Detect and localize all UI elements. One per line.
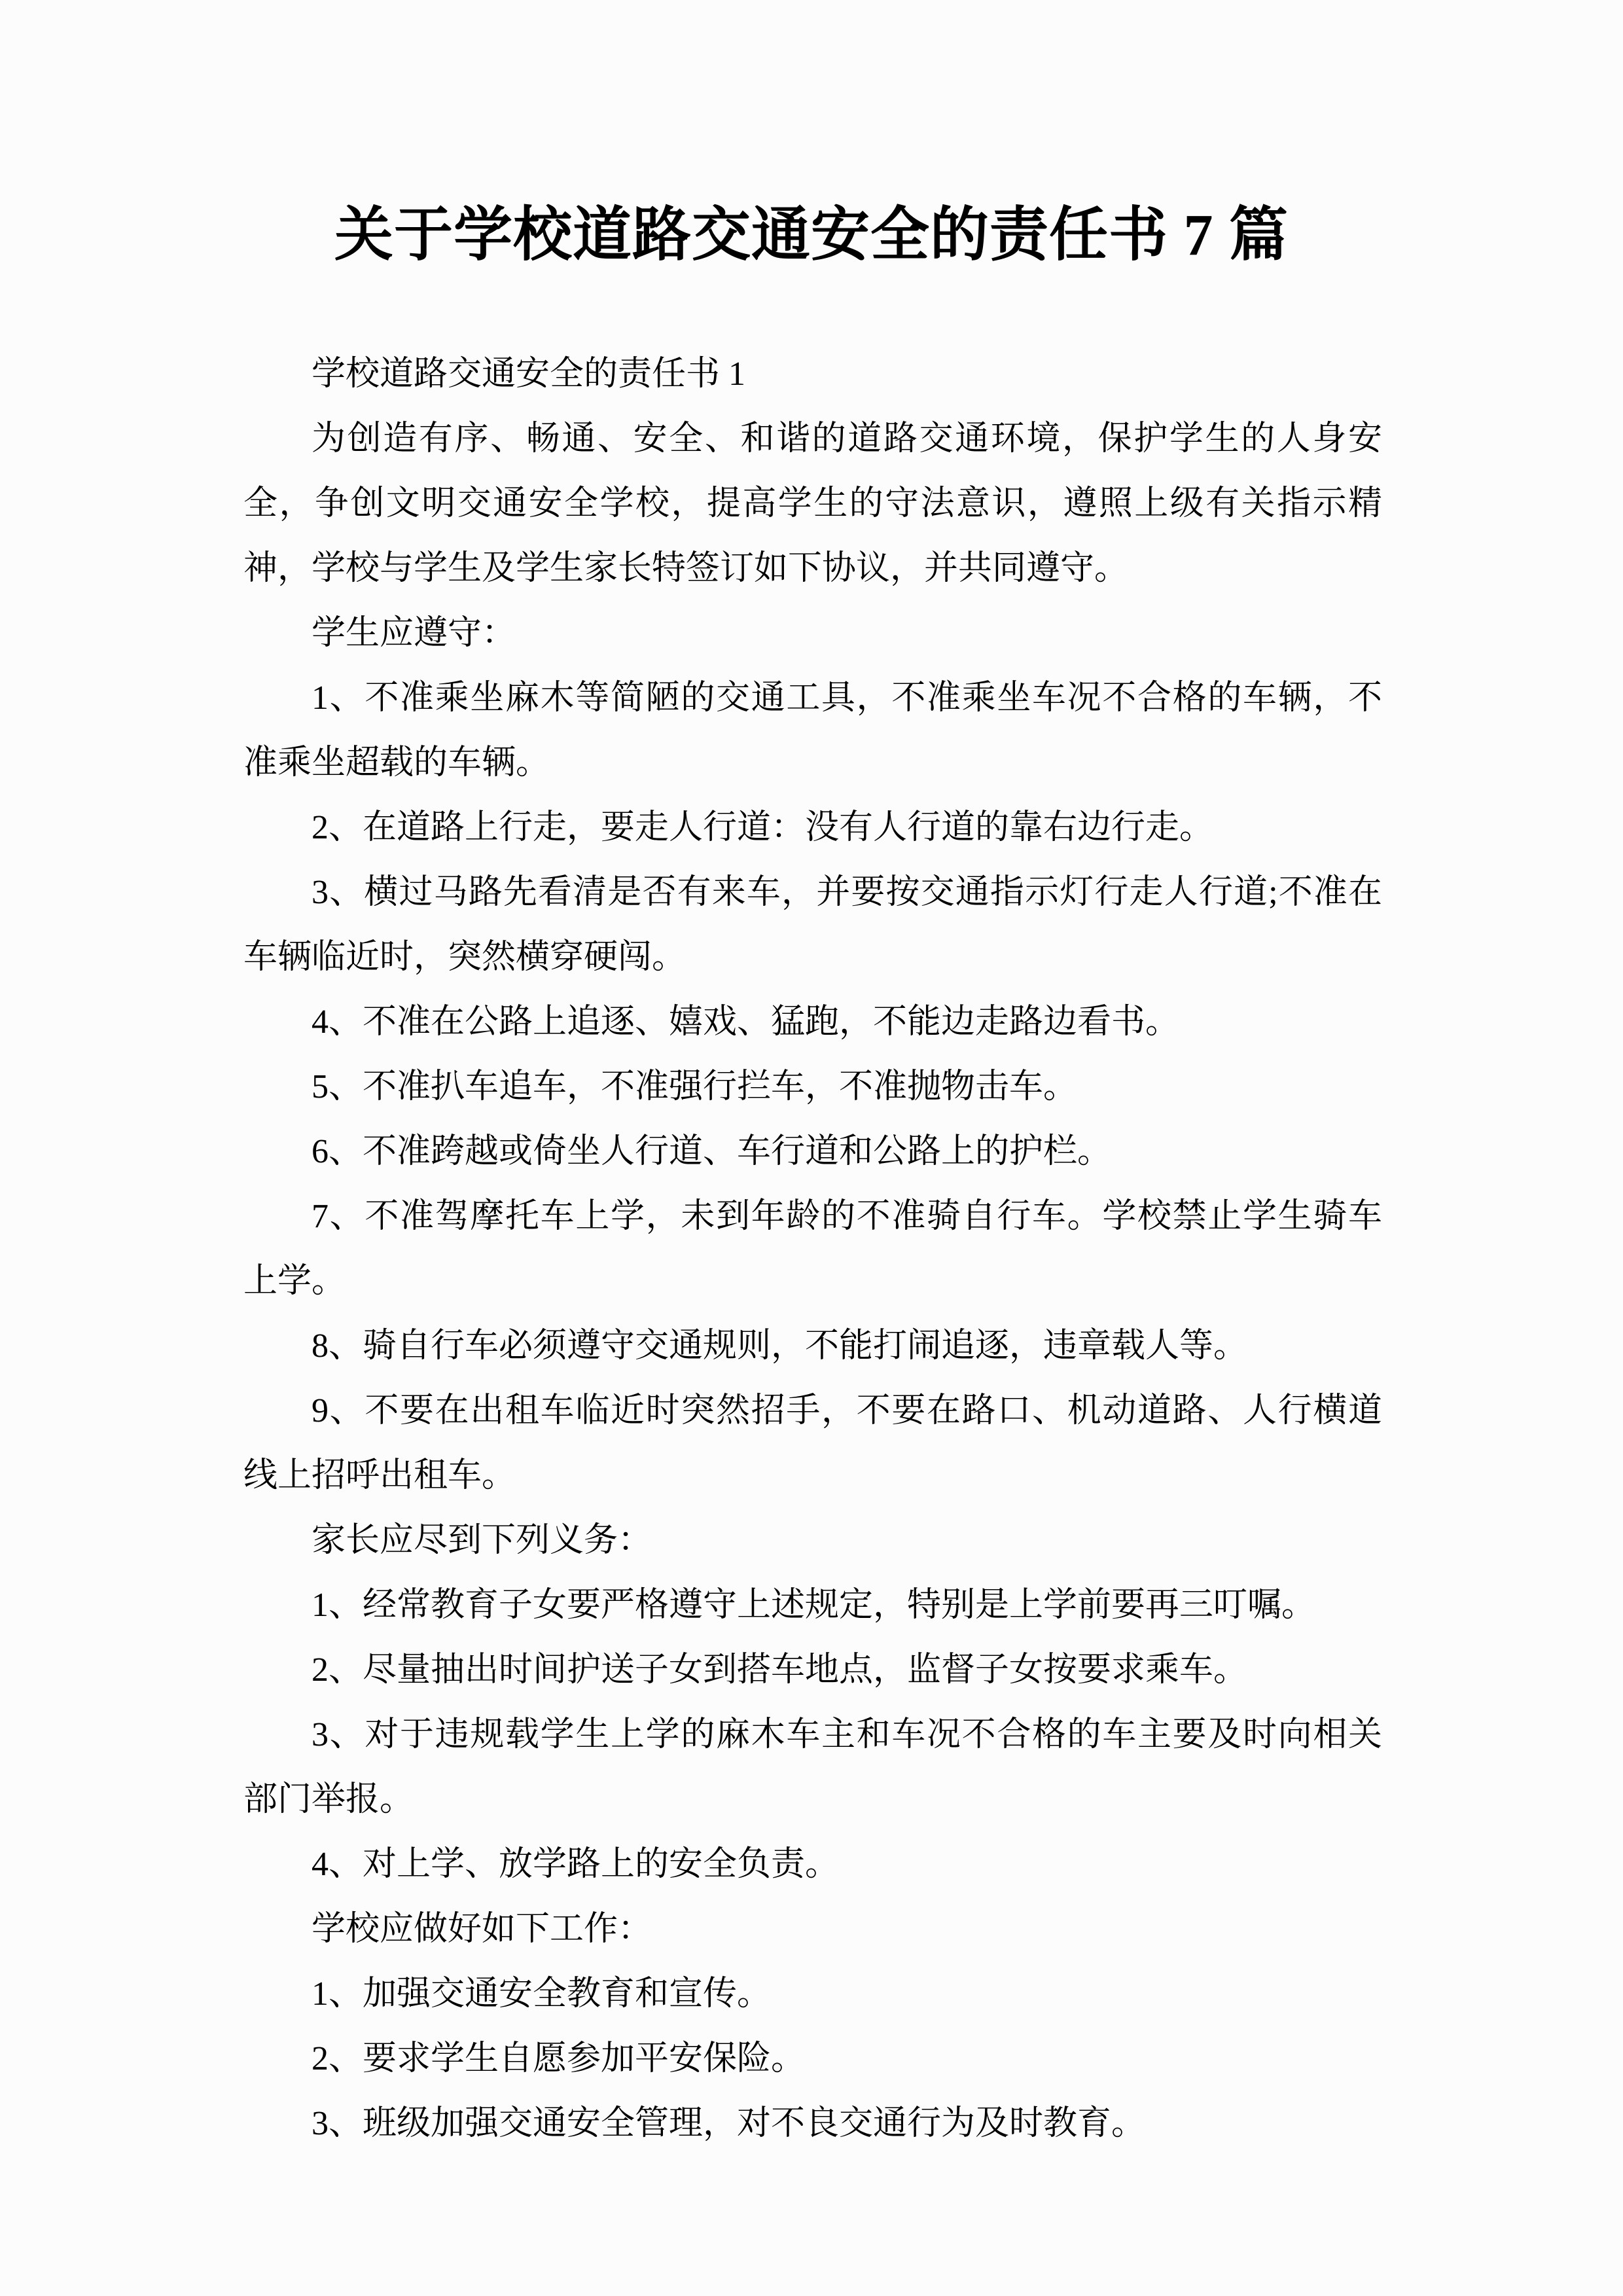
document-body — [243, 342, 1382, 2156]
list-item: 1、加强交通安全教育和宣传。 — [312, 1975, 772, 2013]
intro-paragraph: 为创造有序、畅通、安全、和谐的道路交通环境，保护学生的人身安全，争创文明交通安全学校，提高学生的守法意识，遵照上级有关指示精神，学校与学生及学生家长特签订如下协议，并共同遵守。 — [243, 420, 1382, 587]
section-heading: 家长应尽到下列义务： — [312, 1522, 652, 1559]
list-item: 9、不要在出租车临近时突然招手，不要在路口、机动道路、人行横道线上招呼出租车。 — [243, 1392, 1382, 1494]
list-item: 3、横过马路先看清是否有来车，并要按交通指示灯行走人行道;不准在车辆临近时，突然横穿硬闯。 — [243, 874, 1382, 976]
list-item: 1、不准乘坐麻木等简陋的交通工具，不准乘坐车况不合格的车辆，不准乘坐超载的车辆。 — [243, 679, 1382, 781]
sections-container — [243, 601, 1382, 2156]
list-item: 4、对上学、放学路上的安全负责。 — [312, 1846, 840, 1883]
list-item: 2、在道路上行走，要走人行道：没有人行道的靠右边行走。 — [312, 809, 1214, 846]
list-item: 4、不准在公路上追逐、嬉戏、猛跑，不能边走路边看书。 — [312, 1003, 1180, 1041]
list-item: 3、对于违规载学生上学的麻木车主和车况不合格的车主要及时向相关部门举报。 — [243, 1716, 1382, 1818]
list-item: 7、不准驾摩托车上学，未到年龄的不准骑自行车。学校禁止学生骑车上学。 — [243, 1198, 1382, 1300]
list-item: 3、班级加强交通安全管理，对不良交通行为及时教育。 — [312, 2105, 1146, 2142]
list-item: 2、要求学生自愿参加平安保险。 — [312, 2040, 806, 2077]
list-item: 8、骑自行车必须遵守交通规则，不能打闹追逐，违章载人等。 — [312, 1327, 1248, 1365]
section-heading: 学生应遵守： — [312, 615, 516, 652]
list-item: 5、不准扒车追车，不准强行拦车，不准抛物击车。 — [312, 1068, 1078, 1105]
document-subtitle: 学校道路交通安全的责任书 1 — [312, 355, 746, 393]
list-item: 1、经常教育子女要严格遵守上述规定，特别是上学前要再三叮嘱。 — [312, 1587, 1316, 1624]
section-heading: 学校应做好如下工作： — [312, 1910, 652, 1948]
document-title: 关于学校道路交通安全的责任书 7 篇 — [334, 203, 1289, 268]
list-item: 2、尽量抽出时间护送子女到搭车地点，监督子女按要求乘车。 — [312, 1651, 1248, 1689]
list-item: 6、不准跨越或倚坐人行道、车行道和公路上的护栏。 — [312, 1133, 1112, 1170]
